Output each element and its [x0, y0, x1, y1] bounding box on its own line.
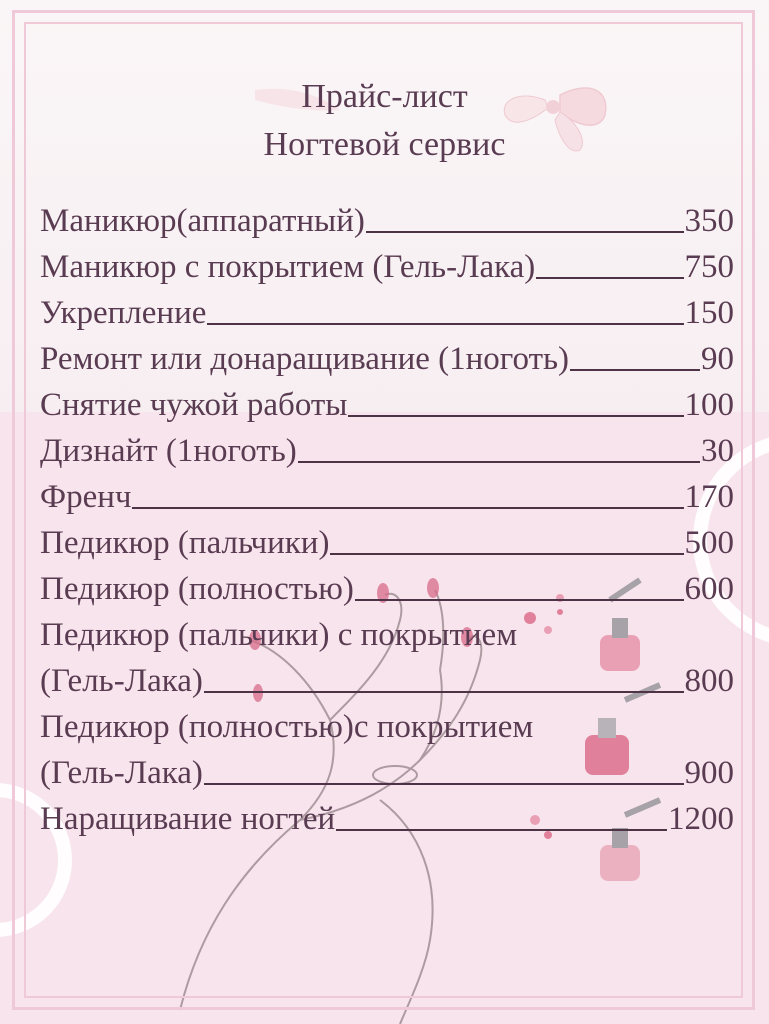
- service-name: Укрепление: [40, 295, 207, 331]
- service-price: 350: [684, 203, 734, 239]
- service-price: 500: [684, 525, 734, 561]
- service-name: Дизнайт (1ноготь): [40, 433, 297, 469]
- service-name: Педикюр (полностью): [40, 571, 354, 607]
- leader-line: [355, 599, 684, 601]
- list-item: [40, 563, 734, 609]
- service-name: Френч: [40, 479, 132, 515]
- list-item: [40, 793, 734, 839]
- leader-line: [207, 323, 683, 325]
- service-price: 600: [684, 571, 734, 607]
- service-name-line1: Педикюр (пальчики) с покрытием: [40, 617, 518, 653]
- service-price: 750: [684, 249, 734, 285]
- leader-line: [204, 783, 684, 785]
- page-subtitle: Ногтевой сервис: [263, 126, 506, 163]
- service-price: 30: [701, 433, 734, 469]
- list-item: [40, 195, 734, 241]
- service-price: 150: [684, 295, 734, 331]
- list-item: [40, 241, 734, 287]
- service-name: Снятие чужой работы: [40, 387, 348, 423]
- leader-line: [366, 231, 684, 233]
- service-name-line1: Педикюр (полностью)с покрытием: [40, 709, 534, 745]
- page-title: Прайс-лист: [301, 78, 468, 115]
- leader-line: [298, 461, 700, 463]
- list-item: [40, 609, 734, 701]
- list-item: [40, 517, 734, 563]
- leader-line: [330, 553, 683, 555]
- service-name: Маникюр с покрытием (Гель-Лака): [40, 249, 536, 285]
- service-name: Наращивание ногтей: [40, 801, 336, 837]
- list-item: [40, 287, 734, 333]
- leader-line: [348, 415, 683, 417]
- leader-line: [570, 369, 700, 371]
- service-price: 100: [684, 387, 734, 423]
- service-name-line2: (Гель-Лака): [40, 663, 203, 699]
- leader-line: [132, 507, 683, 509]
- service-price: 170: [684, 479, 734, 515]
- service-name: Ремонт или донаращивание (1ноготь): [40, 341, 570, 377]
- service-price: 90: [701, 341, 734, 377]
- list-item: [40, 471, 734, 517]
- service-name: Маникюр(аппаратный): [40, 203, 365, 239]
- service-name: Педикюр (пальчики): [40, 525, 330, 561]
- list-item: [40, 379, 734, 425]
- service-price: 1200: [668, 801, 734, 837]
- service-name-line2: (Гель-Лака): [40, 755, 203, 791]
- leader-line: [204, 691, 684, 693]
- price-list: [40, 195, 734, 839]
- list-item: [40, 701, 734, 793]
- list-item: [40, 333, 734, 379]
- leader-line: [536, 277, 683, 279]
- service-price: 800: [684, 663, 734, 699]
- leader-line: [336, 829, 667, 831]
- list-item: [40, 425, 734, 471]
- service-price: 900: [684, 755, 734, 791]
